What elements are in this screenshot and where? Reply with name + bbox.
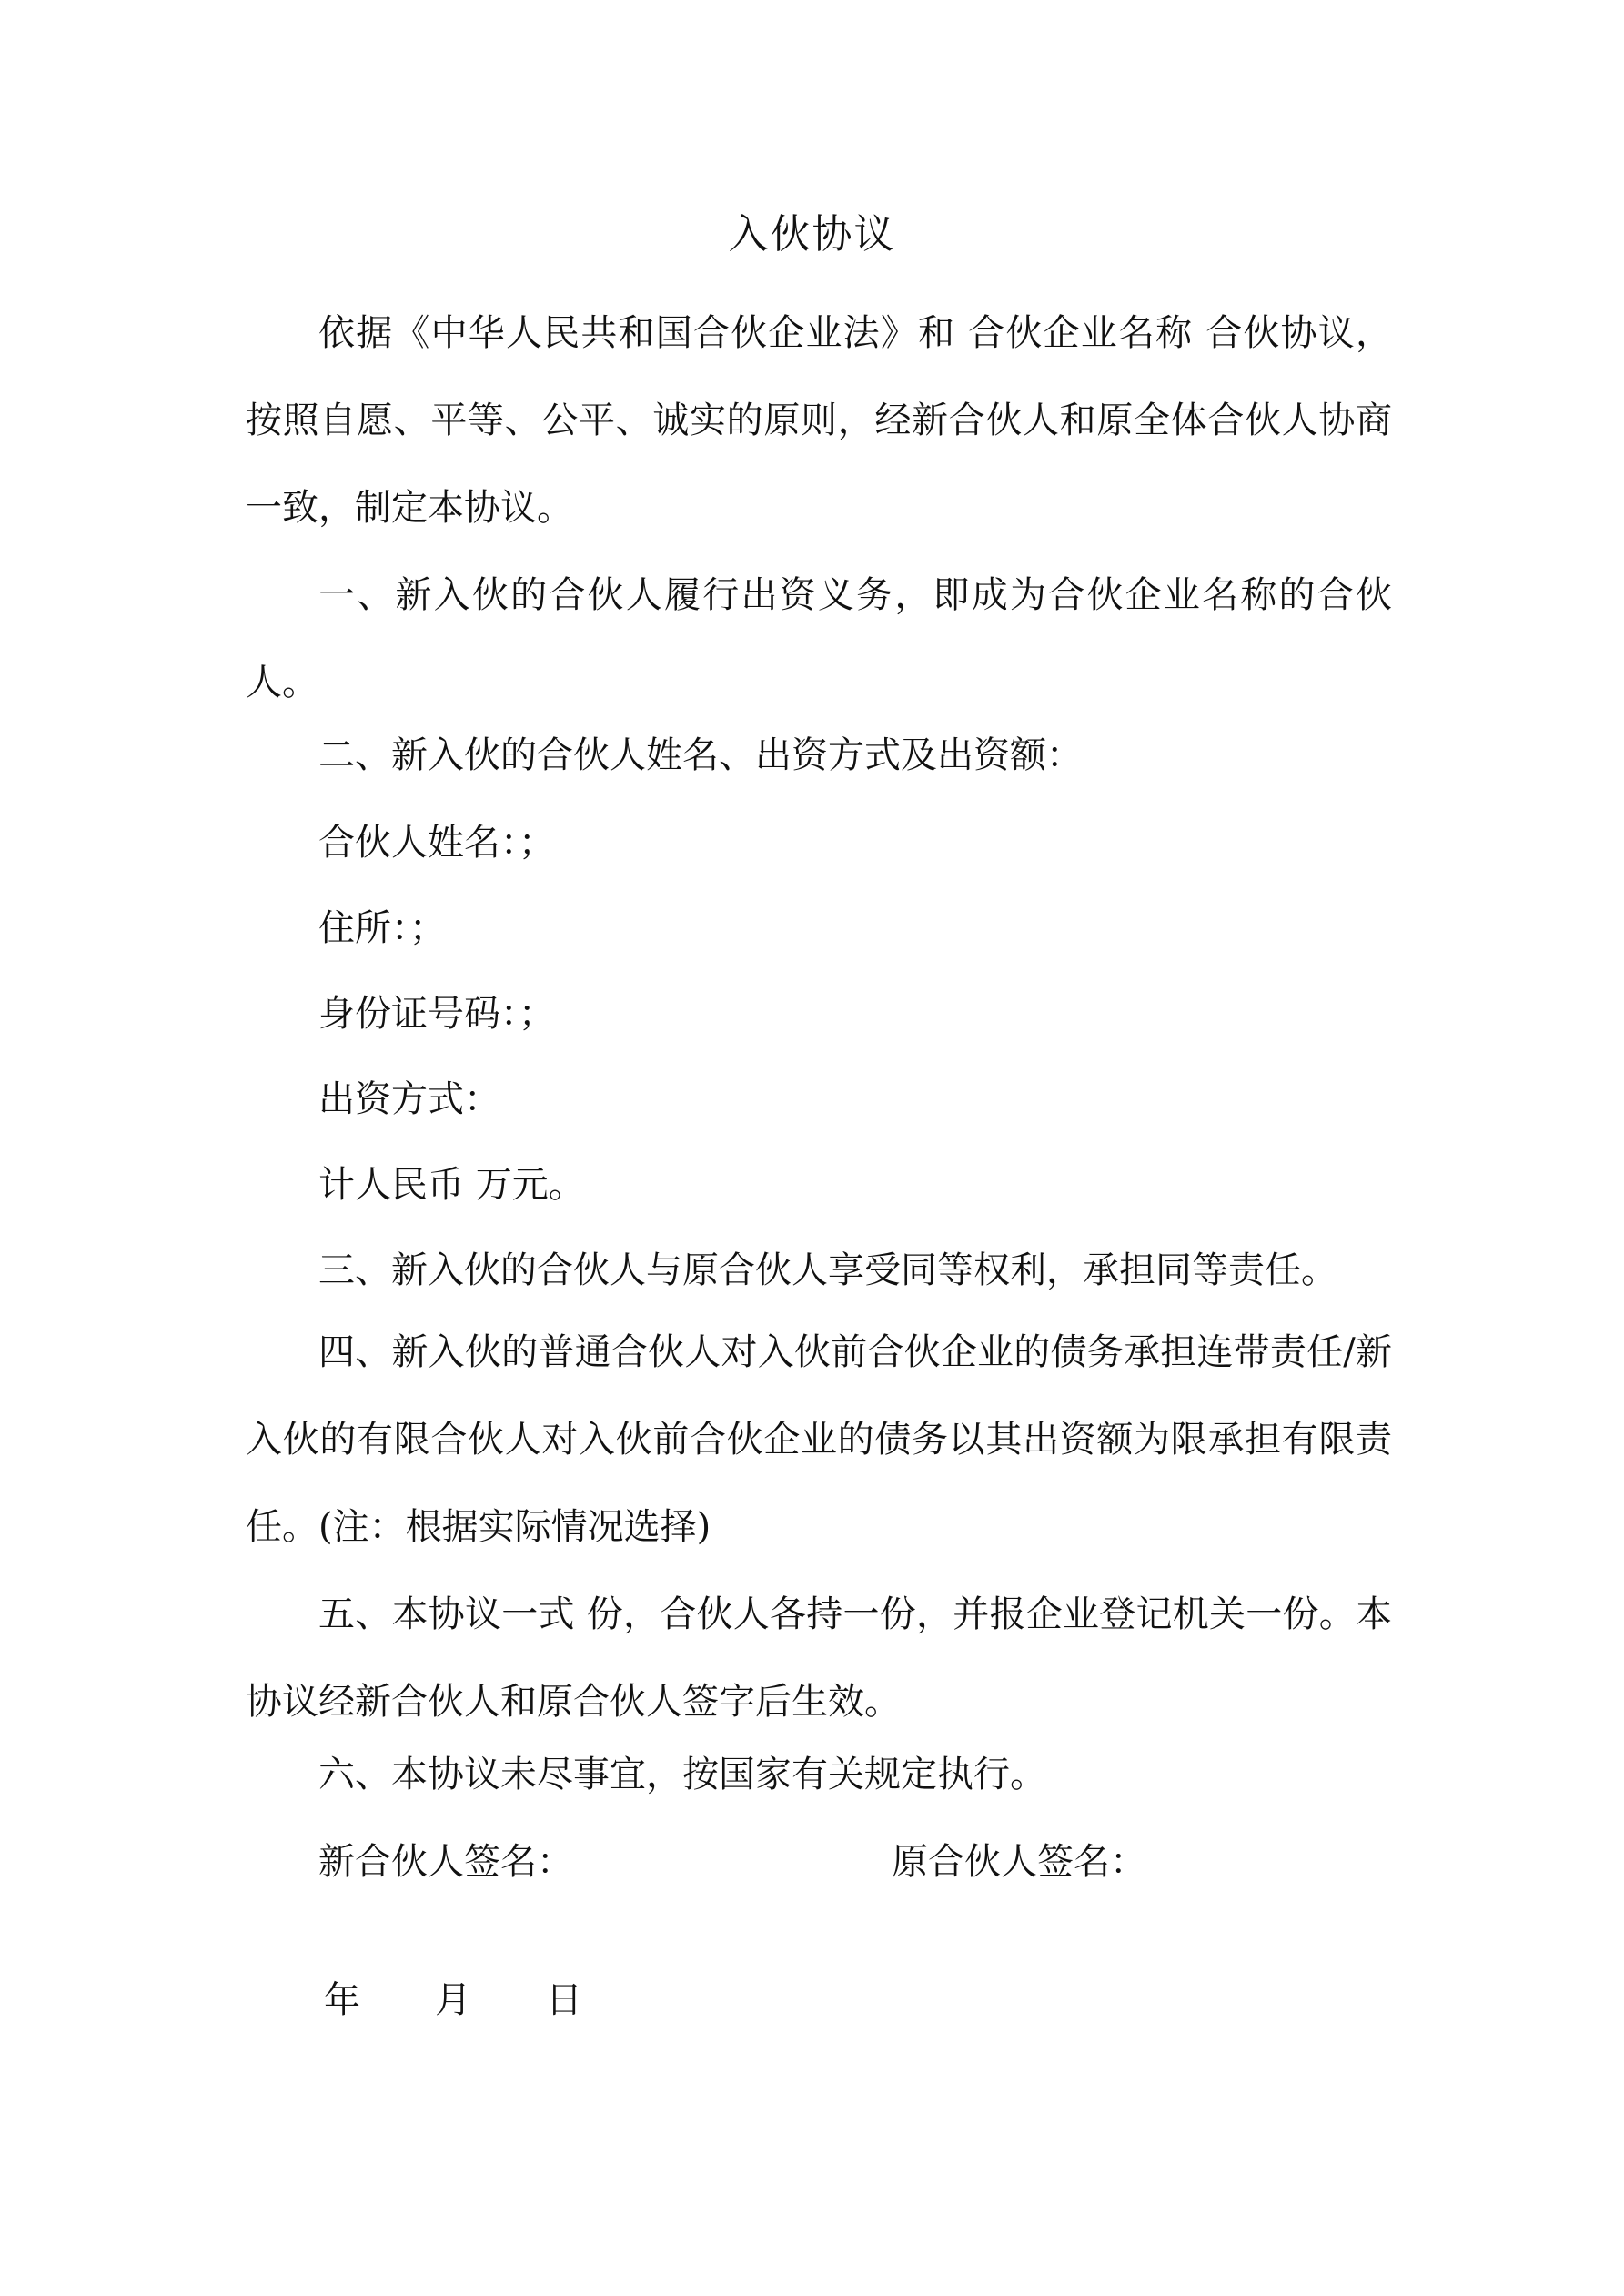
original-partner-signature-label: 原合伙人签名： bbox=[892, 1841, 1146, 1883]
intro-paragraph: 依据《中华人民共和国合伙企业法》和 合伙企业名称 合伙协议，按照自愿、平等、公平、诚实的原则，经新合伙人和原全体合伙人协商一致，制定本协议。 bbox=[246, 312, 1392, 529]
partner-name-field: 合伙人姓名：； bbox=[318, 822, 555, 864]
clause-4: 四、新入伙的普通合伙人对入伙前合伙企业的债务承担连带责任/新入伙的有限合伙人对入伙前合伙企业的债务以其出资额为限承担有限责任。(注：根据实际情况选择) bbox=[246, 1331, 1392, 1548]
date-line bbox=[324, 1973, 582, 2028]
date-month: 月 bbox=[435, 1979, 471, 2021]
id-number-field: 身份证号码：； bbox=[318, 993, 555, 1035]
address-field: 住所：； bbox=[318, 907, 446, 949]
clause-6: 六、本协议未尽事宜，按国家有关规定执行。 bbox=[318, 1754, 1046, 1795]
document-title: 入伙协议 bbox=[728, 211, 896, 258]
new-partner-signature-label: 新合伙人签名： bbox=[318, 1841, 573, 1883]
clause-5: 五、本协议一式 份，合伙人各持一份，并报企业登记机关一份。本协议经新合伙人和原合伙人签字后生效。 bbox=[246, 1593, 1392, 1723]
contribution-method-field: 出资方式： bbox=[318, 1078, 500, 1120]
clause-2: 二、新入伙的合伙人姓名、出资方式及出资额： bbox=[318, 734, 1083, 776]
date-day: 日 bbox=[546, 1979, 582, 2021]
clause-3: 三、新入伙的合伙人与原合伙人享受同等权利，承担同等责任。 bbox=[318, 1249, 1337, 1291]
clause-1: 一、新入伙的合伙人履行出资义务，即成为合伙企业名称的合伙人。 bbox=[246, 574, 1392, 703]
date-year: 年 bbox=[324, 1979, 360, 2021]
contribution-amount-field: 计人民币 万元。 bbox=[318, 1164, 585, 1206]
